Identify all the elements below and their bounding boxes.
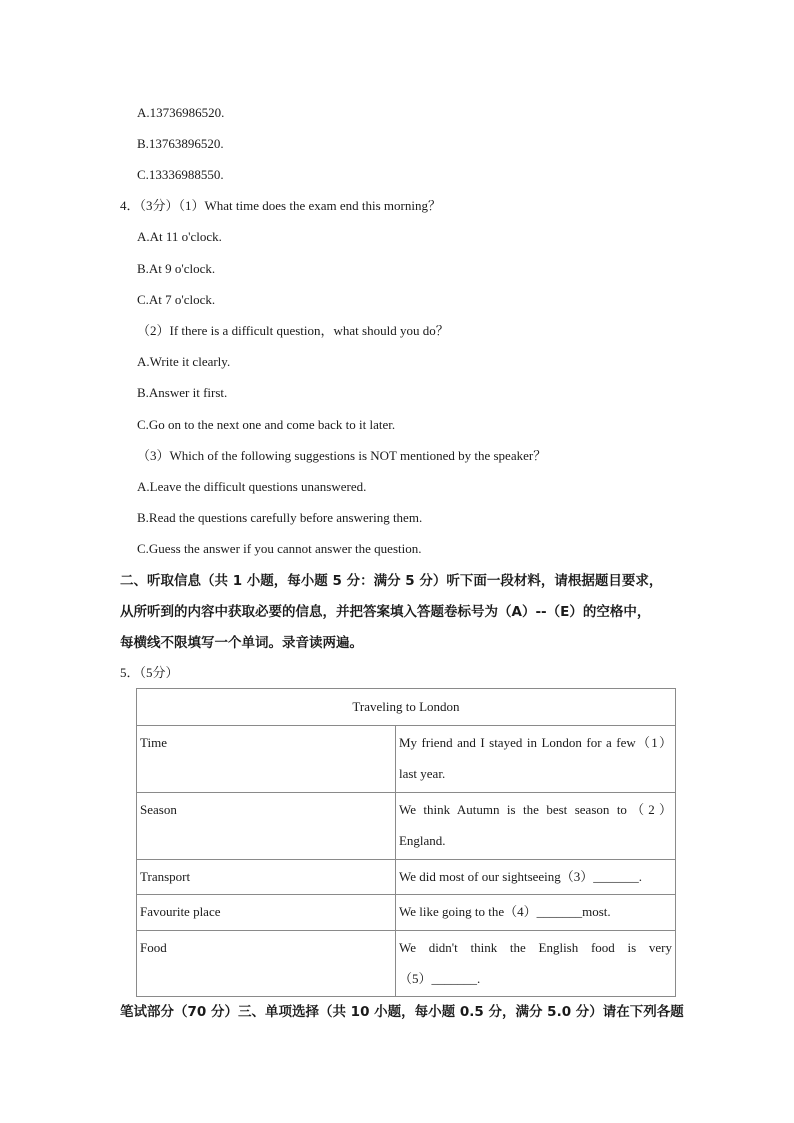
q4-part2-option-a: A.Write it clearly.	[137, 354, 231, 369]
q4-part3-option-a: A.Leave the difficult questions unanswered.	[137, 479, 367, 494]
table-title-row	[137, 689, 676, 726]
row-content-time-line2: last year.	[398, 766, 446, 781]
q4-part3-option-c: C.Guess the answer if you cannot answer the question.	[137, 541, 422, 556]
row-label-season: Season	[140, 802, 177, 817]
q4-part2-option-c: C.Go on to the next one and come back to it later.	[137, 417, 396, 432]
row-label-transport: Transport	[140, 869, 191, 884]
row-content-food-line1: We didn't think the English food is very	[398, 940, 672, 955]
q4-part1-option-b: B.At 9 o'clock.	[137, 261, 216, 276]
table-row	[137, 860, 676, 895]
q4-part3-option-b: B.Read the questions carefully before answering them.	[137, 510, 423, 525]
q3-option-a: A.13736986520.	[137, 105, 225, 120]
travel-info-table	[136, 688, 676, 997]
q4-header: 4．（3分）（1）What time does the exam end this morning？	[120, 198, 441, 213]
row-label-favourite-place: Favourite place	[140, 904, 221, 919]
row-label-time: Time	[140, 735, 167, 750]
q4-part3-question: （3）Which of the following suggestions is NOT mentioned by the speaker？	[137, 448, 547, 463]
table-title: Traveling to London	[137, 689, 676, 726]
q3-option-b: B.13763896520.	[137, 136, 224, 151]
table-row	[137, 931, 676, 997]
row-content-transport-line1: We did most of our sightseeing（3）_______.	[398, 869, 643, 884]
q4-part2-option-b: B.Answer it first.	[137, 385, 228, 400]
section3-instructions-line1: 笔试部分（70 分）三、单项选择（共 10 小题，每小题 0.5 分，满分 5.0 分）请在下列各题	[120, 1004, 684, 1020]
q4-part1-option-a: A.At 11 o'clock.	[137, 229, 222, 244]
row-content-food-line2: （5）_______.	[398, 971, 481, 986]
row-label-food: Food	[140, 940, 167, 955]
row-content-season-line1: We think Autumn is the best season to（2）	[398, 802, 672, 817]
table-row	[137, 793, 676, 860]
table-row	[137, 895, 676, 931]
row-content-season-line2: England.	[398, 833, 446, 848]
row-content-favourite-place-line1: We like going to the（4）_______most.	[398, 904, 611, 919]
q3-option-c: C.13336988550.	[137, 167, 224, 182]
q4-part1-option-c: C.At 7 o'clock.	[137, 292, 216, 307]
row-content-time-line1: My friend and I stayed in London for a few（1）	[398, 735, 672, 750]
q5-header: 5．（5分）	[120, 665, 179, 680]
section2-instructions-line3: 每横线不限填写一个单词。录音读两遍。	[120, 635, 363, 651]
section2-instructions-line2: 从所听到的内容中获取必要的信息，并把答案填入答题卷标号为（A）--（E）的空格中，	[120, 604, 651, 620]
q4-part2-question: （2）If there is a difficult question，what should you do？	[137, 323, 449, 338]
section2-instructions-line1: 二、听取信息（共 1 小题，每小题 5 分：满分 5 分）听下面一段材料，请根据题目要求，	[120, 573, 663, 589]
table-row	[137, 726, 676, 793]
